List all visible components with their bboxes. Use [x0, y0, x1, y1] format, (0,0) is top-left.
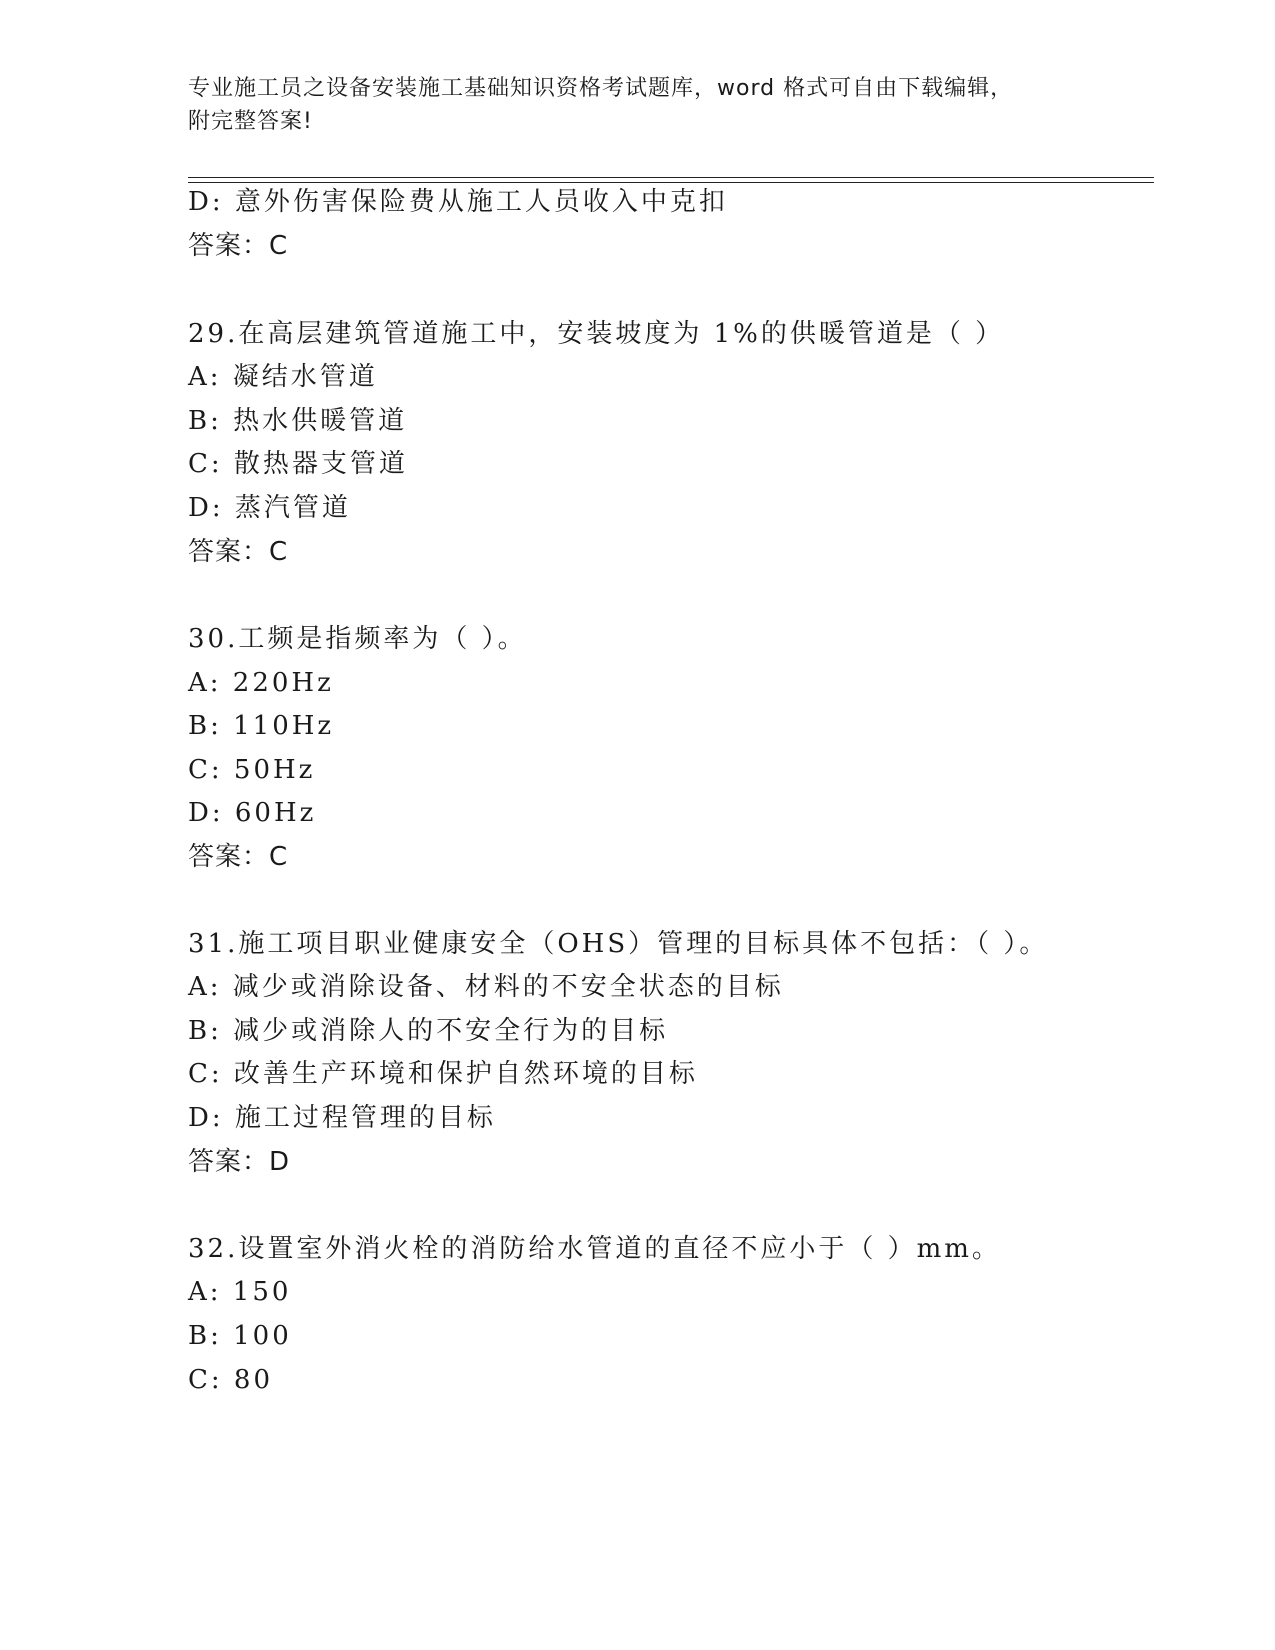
q32-question: 32.设置室外消火栓的消防给水管道的直径不应小于（ ）mm。 [188, 1234, 1001, 1264]
q30-option-a: A: 220Hz [188, 668, 334, 698]
header-line-2: 附完整答案! [188, 109, 313, 134]
q32-option-b: B: 100 [188, 1321, 292, 1351]
q29-question: 29.在高层建筑管道施工中，安装坡度为 1%的供暖管道是（ ） [188, 319, 1005, 349]
header-divider-bottom [188, 182, 1154, 183]
q30-answer: 答案：C [188, 842, 289, 872]
prev-answer: 答案：C [188, 231, 289, 261]
q31-question: 31.施工项目职业健康安全（OHS）管理的目标具体不包括：（ ）。 [188, 929, 1049, 959]
q29-option-a: A: 凝结水管道 [188, 362, 378, 392]
q31-option-c: C: 改善生产环境和保护自然环境的目标 [188, 1059, 698, 1089]
q29-answer: 答案：C [188, 537, 289, 567]
q30-option-b: B: 110Hz [188, 711, 335, 741]
q32-option-a: A: 150 [188, 1277, 292, 1307]
q31-answer: 答案：D [188, 1147, 291, 1177]
q31-option-b: B: 减少或消除人的不安全行为的目标 [188, 1016, 669, 1046]
document-header [188, 72, 1088, 138]
header-divider-top [188, 177, 1154, 178]
q29-option-b: B: 热水供暖管道 [188, 406, 408, 436]
prev-option-d: D: 意外伤害保险费从施工人员收入中克扣 [188, 187, 728, 217]
q30-option-c: C: 50Hz [188, 755, 316, 785]
q32-option-c: C: 80 [188, 1365, 274, 1395]
q30-question: 30.工频是指频率为（ ）。 [188, 624, 527, 654]
q29-option-d: D: 蒸汽管道 [188, 493, 351, 523]
header-line-1: 专业施工员之设备安装施工基础知识资格考试题库，word 格式可自由下载编辑， [188, 76, 1014, 101]
q29-option-c: C: 散热器支管道 [188, 449, 408, 479]
q30-option-d: D: 60Hz [188, 798, 317, 828]
q31-option-d: D: 施工过程管理的目标 [188, 1103, 496, 1133]
q31-option-a: A: 减少或消除设备、材料的不安全状态的目标 [188, 972, 784, 1002]
